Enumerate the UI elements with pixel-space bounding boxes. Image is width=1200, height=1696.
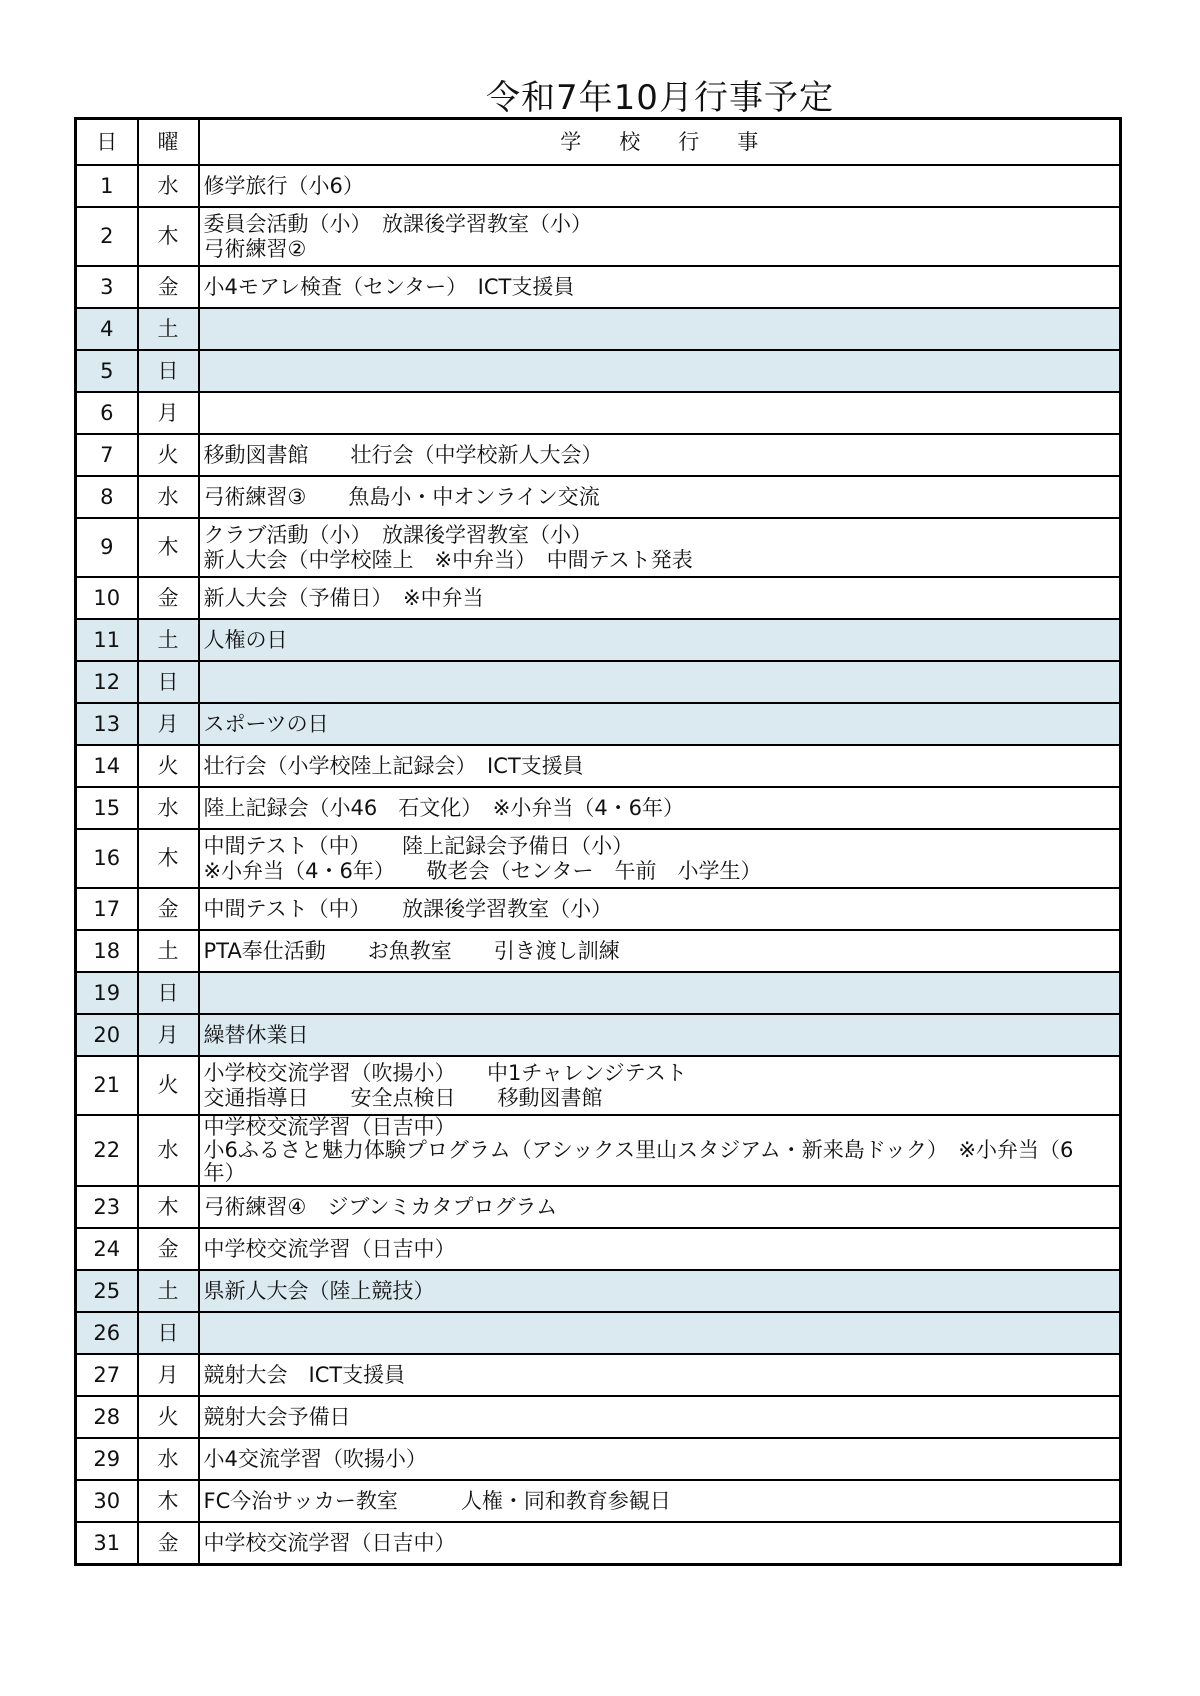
schedule-row [76,476,1121,518]
day-cell: 13 [76,703,138,745]
events-cell [199,308,1121,350]
day-cell: 10 [76,577,138,619]
weekday-cell: 水 [138,787,199,829]
day-cell: 31 [76,1522,138,1565]
weekday-cell: 水 [138,476,199,518]
weekday-cell: 金 [138,1522,199,1565]
day-cell: 1 [76,165,138,207]
schedule-row [76,1014,1121,1056]
day-cell: 8 [76,476,138,518]
day-cell: 21 [76,1056,138,1115]
schedule-row [76,1396,1121,1438]
weekday-cell: 水 [138,1438,199,1480]
day-cell: 17 [76,888,138,930]
weekday-cell: 火 [138,434,199,476]
event-line: 壮行会（小学校陸上記録会） ICT支援員 [203,753,584,778]
events-cell [199,1115,1121,1186]
weekday-cell: 日 [138,661,199,703]
event-line: 年） [203,1161,246,1185]
day-cell: 20 [76,1014,138,1056]
weekday-cell: 金 [138,577,199,619]
event-line: 中学校交流学習（日吉中） [203,1236,456,1261]
event-line: 競射大会 ICT支援員 [203,1362,406,1387]
weekday-cell: 土 [138,930,199,972]
schedule-table [74,117,1122,1566]
schedule-row [76,518,1121,577]
events-cell [199,1396,1121,1438]
day-cell: 19 [76,972,138,1014]
event-line: 陸上記録会（小46 石文化） ※小弁当（4・6年） [203,795,685,820]
day-cell: 4 [76,308,138,350]
schedule-row [76,165,1121,207]
schedule-row [76,1438,1121,1480]
day-cell: 15 [76,787,138,829]
events-cell [199,1522,1121,1565]
weekday-cell: 金 [138,266,199,308]
event-line: 弓術練習④ ジブンミカタプログラム [203,1194,558,1219]
event-line: 修学旅行（小6） [203,173,364,198]
schedule-row [76,1522,1121,1565]
day-cell: 16 [76,829,138,888]
day-cell: 6 [76,392,138,434]
day-cell: 11 [76,619,138,661]
weekday-cell: 日 [138,972,199,1014]
schedule-row [76,972,1121,1014]
event-line: 弓術練習② [203,236,307,261]
events-cell [199,703,1121,745]
event-line: 県新人大会（陸上競技） [203,1278,435,1303]
event-line: 移動図書館 壮行会（中学校新人大会） [203,442,603,467]
day-cell: 5 [76,350,138,392]
schedule-row [76,1115,1121,1186]
schedule-body [76,165,1121,1565]
events-cell [199,392,1121,434]
schedule-row [76,392,1121,434]
day-cell: 30 [76,1480,138,1522]
day-cell: 7 [76,434,138,476]
weekday-cell: 水 [138,1115,199,1186]
day-cell: 24 [76,1228,138,1270]
events-cell [199,1056,1121,1115]
weekday-cell: 月 [138,392,199,434]
events-cell [199,1438,1121,1480]
event-line: 中間テスト（中） 放課後学習教室（小） [203,896,613,921]
schedule-row [76,266,1121,308]
event-line: クラブ活動（小） 放課後学習教室（小） [203,522,592,547]
events-cell [199,266,1121,308]
day-cell: 12 [76,661,138,703]
events-cell [199,476,1121,518]
weekday-cell: 土 [138,619,199,661]
schedule-header [76,119,1121,166]
weekday-cell: 水 [138,165,199,207]
events-cell [199,1228,1121,1270]
schedule-row [76,930,1121,972]
day-cell: 25 [76,1270,138,1312]
day-cell: 23 [76,1186,138,1228]
events-cell [199,1312,1121,1354]
events-cell [199,829,1121,888]
day-cell: 27 [76,1354,138,1396]
events-cell [199,1014,1121,1056]
event-line: 小学校交流学習（吹揚小） 中1チャレンジテスト [203,1060,687,1085]
header-row [76,119,1121,166]
schedule-row [76,207,1121,266]
day-cell: 29 [76,1438,138,1480]
events-cell [199,972,1121,1014]
event-line: 新人大会（中学校陸上 ※中弁当） 中間テスト発表 [203,547,693,572]
schedule-row [76,350,1121,392]
event-line: FC今治サッカー教室 人権・同和教育参観日 [203,1488,671,1513]
weekday-cell: 木 [138,207,199,266]
schedule-row [76,308,1121,350]
weekday-cell: 日 [138,1312,199,1354]
event-line: 委員会活動（小） 放課後学習教室（小） [203,211,592,236]
events-cell [199,518,1121,577]
events-cell [199,350,1121,392]
events-cell [199,434,1121,476]
event-line: 交通指導日 安全点検日 移動図書館 [203,1085,603,1110]
schedule-row [76,888,1121,930]
weekday-cell: 日 [138,350,199,392]
events-cell [199,930,1121,972]
event-line: スポーツの日 [203,711,329,736]
event-line: PTA奉仕活動 お魚教室 引き渡し訓練 [203,938,620,963]
day-cell: 9 [76,518,138,577]
events-cell [199,1354,1121,1396]
weekday-cell: 木 [138,518,199,577]
schedule-row [76,703,1121,745]
day-cell: 14 [76,745,138,787]
weekday-cell: 木 [138,1480,199,1522]
schedule-row [76,1480,1121,1522]
events-cell [199,787,1121,829]
schedule-row [76,829,1121,888]
schedule-row [76,1056,1121,1115]
day-cell: 26 [76,1312,138,1354]
weekday-cell: 土 [138,1270,199,1312]
events-cell [199,745,1121,787]
event-line: 中間テスト（中） 陸上記録会予備日（小） [203,833,634,858]
weekday-cell: 火 [138,745,199,787]
weekday-cell: 木 [138,1186,199,1228]
event-line: 中学校交流学習（日吉中） [203,1530,456,1555]
schedule-row [76,745,1121,787]
events-cell [199,577,1121,619]
event-line: 繰替休業日 [203,1022,309,1047]
day-cell: 3 [76,266,138,308]
events-cell [199,888,1121,930]
schedule-row [76,434,1121,476]
weekday-cell: 火 [138,1056,199,1115]
events-cell [199,619,1121,661]
weekday-cell: 金 [138,1228,199,1270]
day-cell: 2 [76,207,138,266]
schedule-row [76,1312,1121,1354]
event-line: 人権の日 [203,627,288,652]
weekday-cell: 月 [138,1014,199,1056]
day-column-header: 日 [76,119,138,166]
event-line: 小6ふるさと魅力体験プログラム（アシックス里山スタジアム・新来島ドック） ※小弁当（6 [203,1138,1074,1162]
event-line: 弓術練習③ 魚島小・中オンライン交流 [203,484,600,509]
schedule-row [76,1270,1121,1312]
schedule-row [76,577,1121,619]
events-cell [199,1270,1121,1312]
page-title: 令和7年10月行事予定 [486,78,834,118]
day-cell: 18 [76,930,138,972]
event-line: 小4交流学習（吹揚小） [203,1446,427,1471]
schedule-row [76,619,1121,661]
events-cell [199,1480,1121,1522]
weekday-cell: 火 [138,1396,199,1438]
event-line: 競射大会予備日 [203,1404,351,1429]
weekday-cell: 月 [138,1354,199,1396]
weekday-cell: 木 [138,829,199,888]
schedule-row [76,661,1121,703]
event-line: ※小弁当（4・6年） 敬老会（センター 午前 小学生） [203,858,762,883]
schedule-row [76,1354,1121,1396]
event-line: 新人大会（予備日） ※中弁当 [203,585,484,610]
schedule-row [76,1186,1121,1228]
event-line: 中学校交流学習（日吉中） [203,1115,456,1139]
events-cell [199,207,1121,266]
day-cell: 22 [76,1115,138,1186]
events-cell [199,661,1121,703]
events-cell [199,165,1121,207]
events-column-header: 学校行事 [199,119,1121,166]
schedule-row [76,1228,1121,1270]
weekday-cell: 金 [138,888,199,930]
weekday-cell: 土 [138,308,199,350]
event-line: 小4モアレ検査（センター） ICT支援員 [203,274,575,299]
weekday-column-header: 曜 [138,119,199,166]
events-cell [199,1186,1121,1228]
schedule-row [76,787,1121,829]
weekday-cell: 月 [138,703,199,745]
day-cell: 28 [76,1396,138,1438]
